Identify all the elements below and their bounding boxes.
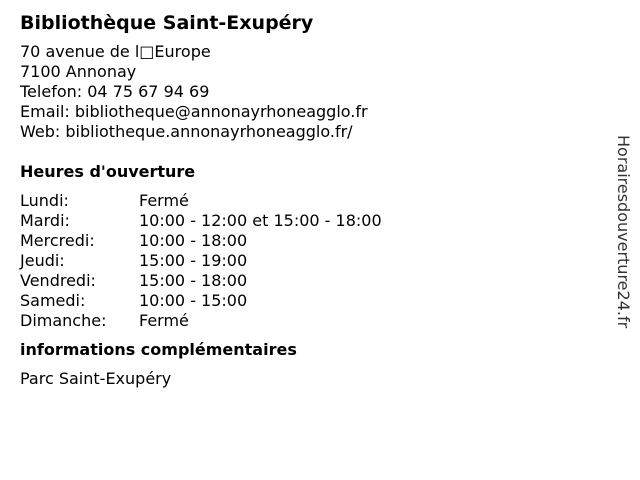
street-address: 70 avenue de l□Europe — [20, 42, 211, 61]
day-hours: 10:00 - 15:00 — [139, 291, 248, 310]
hours-row-jeudi — [20, 251, 600, 271]
hours-heading: Heures d'ouverture — [20, 162, 196, 181]
day-hours: 15:00 - 19:00 — [139, 251, 248, 270]
email-address: Email: bibliotheque@annonayrhoneagglo.fr — [20, 102, 368, 121]
day-label: Mardi: — [20, 211, 70, 230]
website-url: Web: bibliotheque.annonayrhoneagglo.fr/ — [20, 122, 353, 141]
contact-block — [20, 42, 600, 142]
hours-row-mardi — [20, 211, 600, 231]
city-address: 7100 Annonay — [20, 62, 137, 81]
phone-number: Telefon: 04 75 67 94 69 — [20, 82, 210, 101]
hours-row-lundi — [20, 191, 600, 211]
library-info-card — [20, 10, 600, 389]
day-label: Jeudi: — [20, 251, 65, 270]
hours-table — [20, 191, 600, 331]
extra-info-text: Parc Saint-Exupéry — [20, 369, 172, 388]
day-label: Samedi: — [20, 291, 86, 310]
watermark-text: Horairesdouverture24.fr — [614, 135, 633, 329]
day-label: Vendredi: — [20, 271, 96, 290]
day-hours: 10:00 - 12:00 et 15:00 - 18:00 — [139, 211, 382, 230]
page-title: Bibliothèque Saint-Exupéry — [20, 12, 314, 34]
hours-row-mercredi — [20, 231, 600, 251]
hours-row-dimanche — [20, 311, 600, 331]
hours-row-vendredi — [20, 271, 600, 291]
day-hours: Fermé — [139, 311, 189, 330]
day-hours: 10:00 - 18:00 — [139, 231, 248, 250]
day-hours: Fermé — [139, 191, 189, 210]
watermark — [612, 135, 634, 371]
day-label: Dimanche: — [20, 311, 107, 330]
extra-info-heading: informations complémentaires — [20, 340, 297, 359]
day-hours: 15:00 - 18:00 — [139, 271, 248, 290]
day-label: Lundi: — [20, 191, 69, 210]
day-label: Mercredi: — [20, 231, 95, 250]
hours-row-samedi — [20, 291, 600, 311]
